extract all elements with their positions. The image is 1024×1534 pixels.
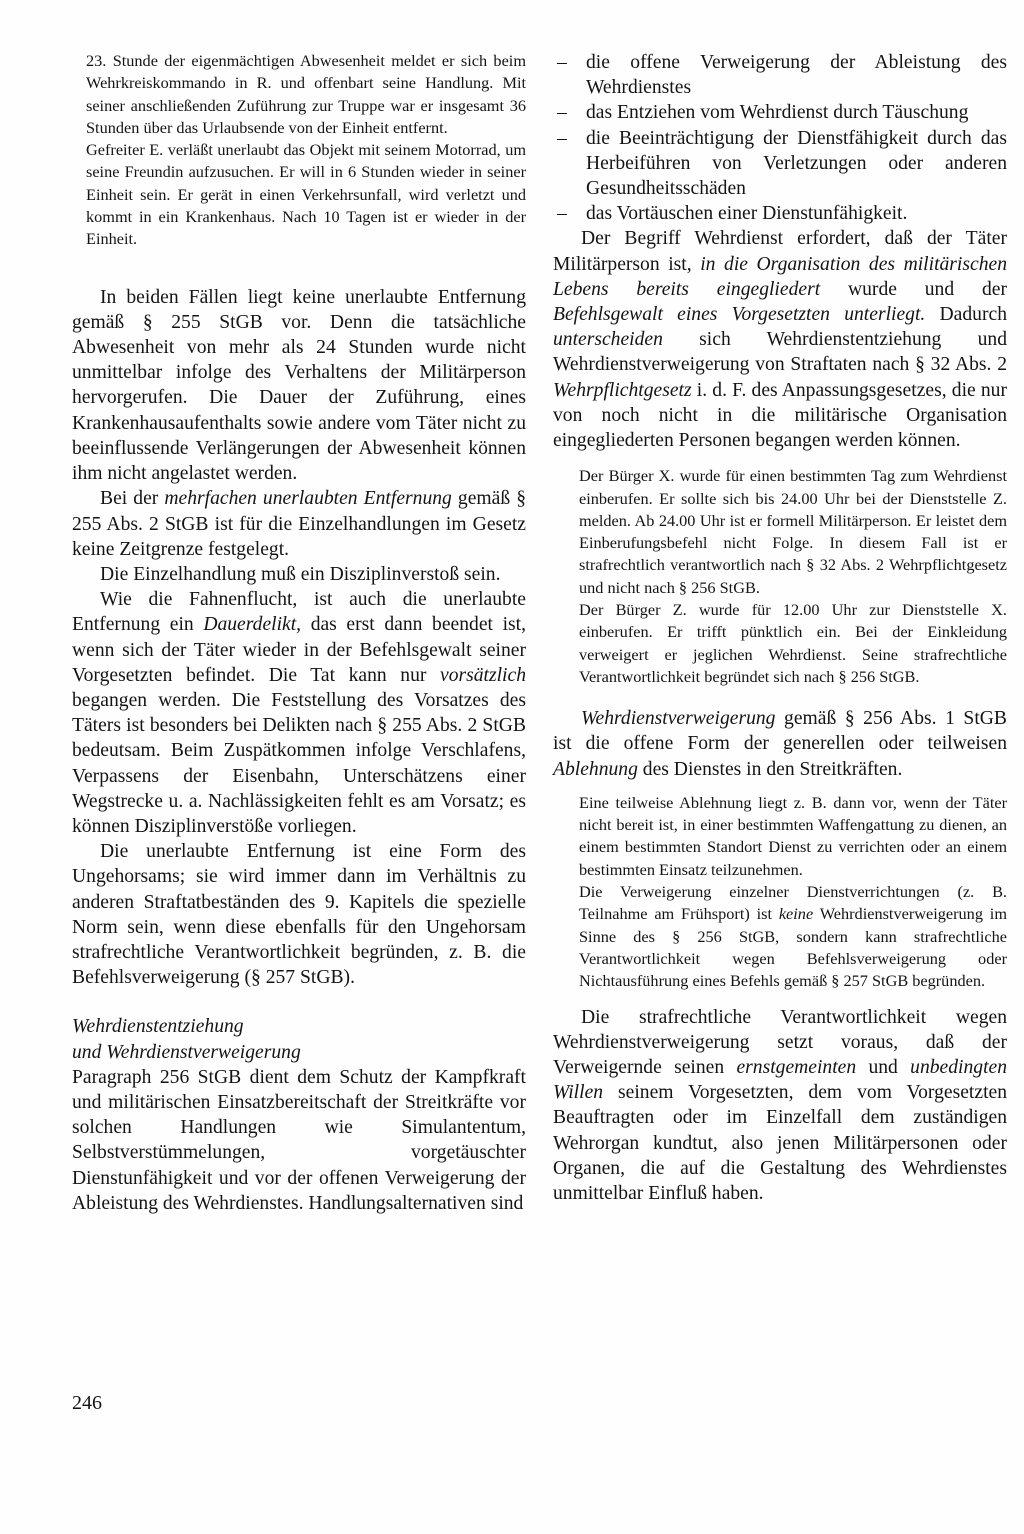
body-paragraph: Die Einzelhandlung muß ein Disziplinverstoß sein. bbox=[100, 563, 501, 585]
example-paragraph: Der Bürger X. wurde für einen bestimmten Tag zum Wehrdienst einberufen. Er sollte sich bis 24.00 Uhr bei der Dienststelle Z. melden. Ab 24.00 Uhr ist er formell Militärperson. Er leistet dem Einberufungsbefehl nicht Folge. In diesem Fall ist er strafrechtlich verantwortlich nach § 32 Abs. 2 Wehrpflichtgesetz und nicht nach § 256 StGB. bbox=[579, 466, 1007, 597]
example-paragraph: Gefreiter E. verläßt unerlaubt das Objekt mit seinem Motorrad, um seine Freundin aufzusuchen. Er will in 6 Stunden wieder in seiner Einheit sein. Er gerät in einen Verkehrsunfall, wird verletzt und kommt in ein Krankenhaus. Nach 10 Tagen ist er wieder in der Einheit. bbox=[86, 140, 526, 249]
body-paragraph: In beiden Fällen liegt keine unerlaubte Entfernung gemäß § 255 StGB vor. Denn die tatsächliche Abwesenheit von mehr als 24 Stunden wurde nicht unmittelbar infolge des Verhaltens der Militärperson hervorgerufen. Die Dauer der Zuführung, eines Krankenhausaufenthalts sowie andere vom Täter nicht zu beeinflussende Verlängerungen der Abwesenheit können ihm nicht angelastet werden. bbox=[72, 286, 526, 485]
section-heading: Wehrdienstentziehung bbox=[72, 1016, 244, 1038]
list-item: – die offene Verweigerung der Ableistung des Wehrdienstes bbox=[553, 50, 1007, 100]
example-paragraph: Eine teilweise Ablehnung liegt z. B. dann vor, wenn der Täter nicht bereit ist, in einer bestimmten Waffengattung zu dienen, an einem bestimmten Standort Dienst zu verrichten oder an einem bestimmten Einsatz teilzunehmen. bbox=[579, 792, 1007, 879]
example-paragraph: Der Bürger Z. wurde für 12.00 Uhr zur Dienststelle X. einberufen. Er trifft pünktlich ein. Bei der Einkleidung verweigert er jeglichen Wehrdienst. Seine strafrechtliche Verantwortlichkeit begründet sich nach § 256 StGB. bbox=[579, 600, 1007, 686]
body-paragraph: Die strafrechtliche Verantwortlichkeit wegen Wehrdienstverweigerung setzt voraus, daß der Verweigernde seinen ernstgemeinten und unbedingten Willen seinem Vorgesetzten, dem vom Vorgesetzten Beauftragten oder im Einzelfall dem zuständigen Wehrorgan kundtut, also jenen Militärpersonen oder Organen, die auf die Gestaltung des Wehrdienstes unmittelbar Einfluß haben. bbox=[553, 1006, 1008, 1204]
list-item: – das Entziehen vom Wehrdienst durch Täuschung bbox=[553, 100, 1007, 125]
section-heading: und Wehrdienstverweigerung bbox=[72, 1041, 301, 1063]
body-paragraph: Wehrdienstverweigerung gemäß § 256 Abs. 1 StGB ist die offene Form der generellen oder teilweisen Ablehnung des Dienstes in den Streitkräften. bbox=[553, 708, 1007, 780]
body-paragraph: Bei der mehrfachen unerlaubten Entfernung gemäß § 255 Abs. 2 StGB ist für die Einzelhandlungen im Gesetz keine Zeitgrenze festgelegt. bbox=[72, 488, 526, 560]
example-paragraph: 23. Stunde der eigenmächtigen Abwesenheit meldet er sich beim Wehrkreiskommando in R. und offenbart seine Handlung. Mit seiner anschließenden Zuführung zur Truppe war er insgesamt 36 Stunden über das Urlaubsende von der Einheit entfernt. bbox=[86, 51, 526, 137]
left-column bbox=[72, 50, 526, 1216]
example-block-2 bbox=[553, 465, 1007, 688]
body-paragraph: Der Begriff Wehrdienst erfordert, daß der Täter Militärperson ist, in die Organisation des militärischen Lebens bereits eingegliedert wurde und der Befehlsgewalt eines Vorgesetzten unterliegt. Dadurch unterscheiden sich Wehrdienstentziehung und Wehrdienstverweigerung von Straftaten nach § 32 Abs. 2 Wehrpflichtgesetz i. d. F. des Anpassungsgesetzes, die nur von noch nicht in die militärische Organisation eingegliederten Personen begangen werden können. bbox=[553, 228, 1007, 452]
example-block-3 bbox=[553, 792, 1007, 993]
body-paragraph: Paragraph 256 StGB dient dem Schutz der Kampfkraft und militärischen Einsatzbereitschaft der Streitkräfte vor solchen Handlungen wie Simulantentum, Selbstverstümmelungen, vorgetäuschter Dienstunfähigkeit und vor der offenen Verweigerung der Ableistung des Wehrdienstes. Handlungsalternativen sind bbox=[72, 1066, 526, 1214]
list-item: – das Vortäuschen einer Dienstunfähigkeit. bbox=[553, 201, 1007, 226]
right-column bbox=[553, 50, 1007, 1206]
list-item: – die Beeinträchtigung der Dienstfähigkeit durch das Herbeiführen von Verletzungen oder anderen Gesundheitsschäden bbox=[553, 126, 1007, 202]
example-block-1 bbox=[72, 50, 526, 251]
page-number: 246 bbox=[72, 1392, 102, 1414]
body-paragraph: Die unerlaubte Entfernung ist eine Form des Ungehorsams; sie wird immer dann im Verhältnis zu anderen Straftatbeständen des 9. Kapitels die spezielle Norm sein, wenn diese ebenfalls für den Ungehorsam strafrechtliche Verantwortlichkeit begründen, z. B. die Befehlsverweigerung (§ 257 StGB). bbox=[72, 841, 526, 989]
dash-list bbox=[553, 50, 1007, 226]
example-paragraph: Die Verweigerung einzelner Dienstverrichtungen (z. B. Teilnahme am Frühsport) ist keine Wehrdienstverweigerung im Sinne des § 256 StGB, sondern kann strafrechtliche Verantwortlichkeit wegen Befehlsverweigerung oder Nichtausführung eines Befehls gemäß § 257 StGB begründen. bbox=[579, 882, 1007, 991]
body-paragraph: Wie die Fahnenflucht, ist auch die unerlaubte Entfernung ein Dauerdelikt, das erst dann beendet ist, wenn sich der Täter wieder in der Befehlsgewalt seiner Vorgesetzten befindet. Die Tat kann nur vorsätzlich begangen werden. Die Feststellung des Vorsatzes des Täters ist besonders bei Delikten nach § 255 Abs. 2 StGB bedeutsam. Beim Zuspätkommen infolge Verschlafens, Verpassens der Eisenbahn, Unterschätzens einer Wegstrecke u. a. Nachlässigkeiten fehlt es am Vorsatz; es können Disziplinverstöße vorliegen. bbox=[72, 589, 526, 837]
